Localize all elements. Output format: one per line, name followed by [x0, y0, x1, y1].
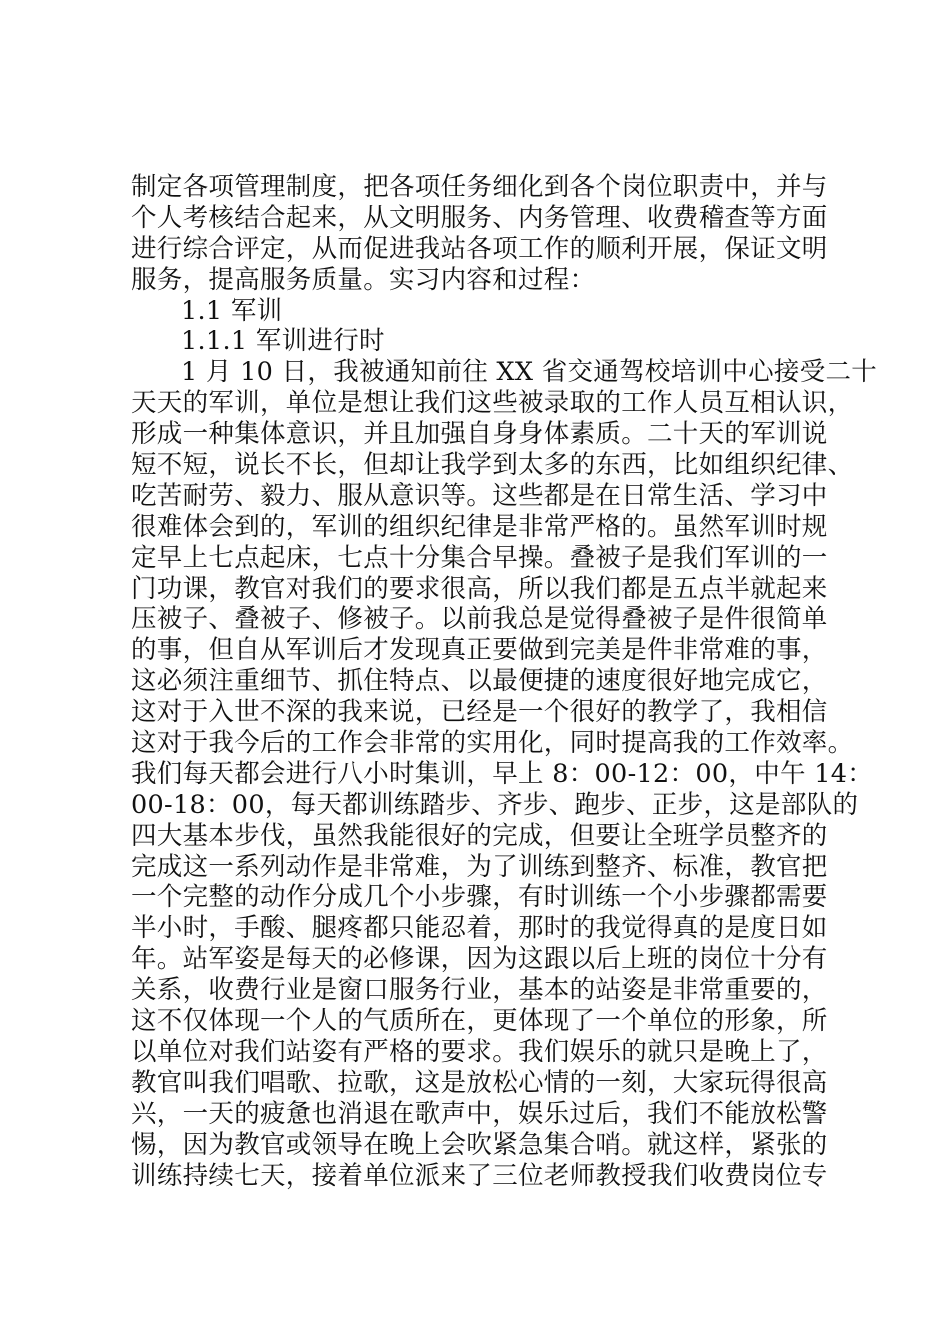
- text-line: 进行综合评定，从而促进我站各项工作的顺利开展，保证文明: [131, 233, 828, 264]
- text-line: 惕，因为教官或领导在晚上会吹紧急集合哨。就这样，紧张的: [131, 1129, 828, 1160]
- text-line: 完成这一系列动作是非常难，为了训练到整齐、标准，教官把: [131, 851, 828, 882]
- text-line: 个人考核结合起来，从文明服务、内务管理、收费稽查等方面: [131, 202, 828, 233]
- text-line: 以单位对我们站姿有严格的要求。我们娱乐的就只是晚上了，: [131, 1036, 828, 1067]
- text-line: 的事，但自从军训后才发现真正要做到完美是件非常难的事，: [131, 635, 828, 666]
- text-line: 短不短，说长不长，但却让我学到太多的东西，比如组织纪律、: [131, 450, 854, 481]
- text-line: 服务，提高服务质量。实习内容和过程：: [131, 264, 596, 295]
- text-line: 这对于入世不深的我来说，已经是一个很好的教学了，我相信: [131, 697, 828, 728]
- text-line: 门功课，教官对我们的要求很高，所以我们都是五点半就起来: [131, 573, 828, 604]
- text-line: 00-18：00，每天都训练踏步、齐步、跑步、正步，这是部队的: [131, 789, 859, 820]
- text-line: 吃苦耐劳、毅力、服从意识等。这些都是在日常生活、学习中: [131, 480, 828, 511]
- text-line: 半小时，手酸、腿疼都只能忍着，那时的我觉得真的是度日如: [131, 913, 828, 944]
- body-text: [131, 172, 878, 1191]
- text-line: 这不仅体现一个人的气质所在，更体现了一个单位的形象，所: [131, 1006, 828, 1037]
- text-line: 一个完整的动作分成几个小步骤，有时训练一个小步骤都需要: [131, 882, 828, 913]
- text-line: 这必须注重细节、抓住特点、以最便捷的速度很好地完成它，: [131, 666, 828, 697]
- text-line: 制定各项管理制度，把各项任务细化到各个岗位职责中，并与: [131, 172, 828, 202]
- subsection-heading: 1.1.1 军训进行时: [181, 326, 385, 357]
- text-line: 兴，一天的疲惫也消退在歌声中，娱乐过后，我们不能放松警: [131, 1098, 828, 1129]
- text-line: 这对于我今后的工作会非常的实用化，同时提高我的工作效率。: [131, 728, 854, 759]
- text-line: 很难体会到的，军训的组织纪律是非常严格的。虽然军训时规: [131, 511, 828, 542]
- text-line: 压被子、叠被子、修被子。以前我总是觉得叠被子是件很简单: [131, 604, 828, 635]
- text-line: 天天的军训，单位是想让我们这些被录取的工作人员互相认识，: [131, 388, 854, 419]
- text-line: 关系，收费行业是窗口服务行业，基本的站姿是非常重要的，: [131, 975, 828, 1006]
- text-line: 训练持续七天，接着单位派来了三位老师教授我们收费岗位专: [131, 1160, 828, 1191]
- text-line: 形成一种集体意识，并且加强自身身体素质。二十天的军训说: [131, 419, 828, 450]
- text-line: 四大基本步伐，虽然我能很好的完成，但要让全班学员整齐的: [131, 820, 828, 851]
- text-line: 教官叫我们唱歌、拉歌，这是放松心情的一刻，大家玩得很高: [131, 1067, 828, 1098]
- section-heading: 1.1 军训: [181, 295, 283, 326]
- text-line: 1 月 10 日，我被通知前往 XX 省交通驾校培训中心接受二十: [181, 357, 878, 388]
- text-line: 定早上七点起床，七点十分集合早操。叠被子是我们军训的一: [131, 542, 828, 573]
- text-line: 我们每天都会进行八小时集训，早上 8：00-12：00，中午 14：: [131, 758, 874, 789]
- text-line: 年。站军姿是每天的必修课，因为这跟以后上班的岗位十分有: [131, 944, 828, 975]
